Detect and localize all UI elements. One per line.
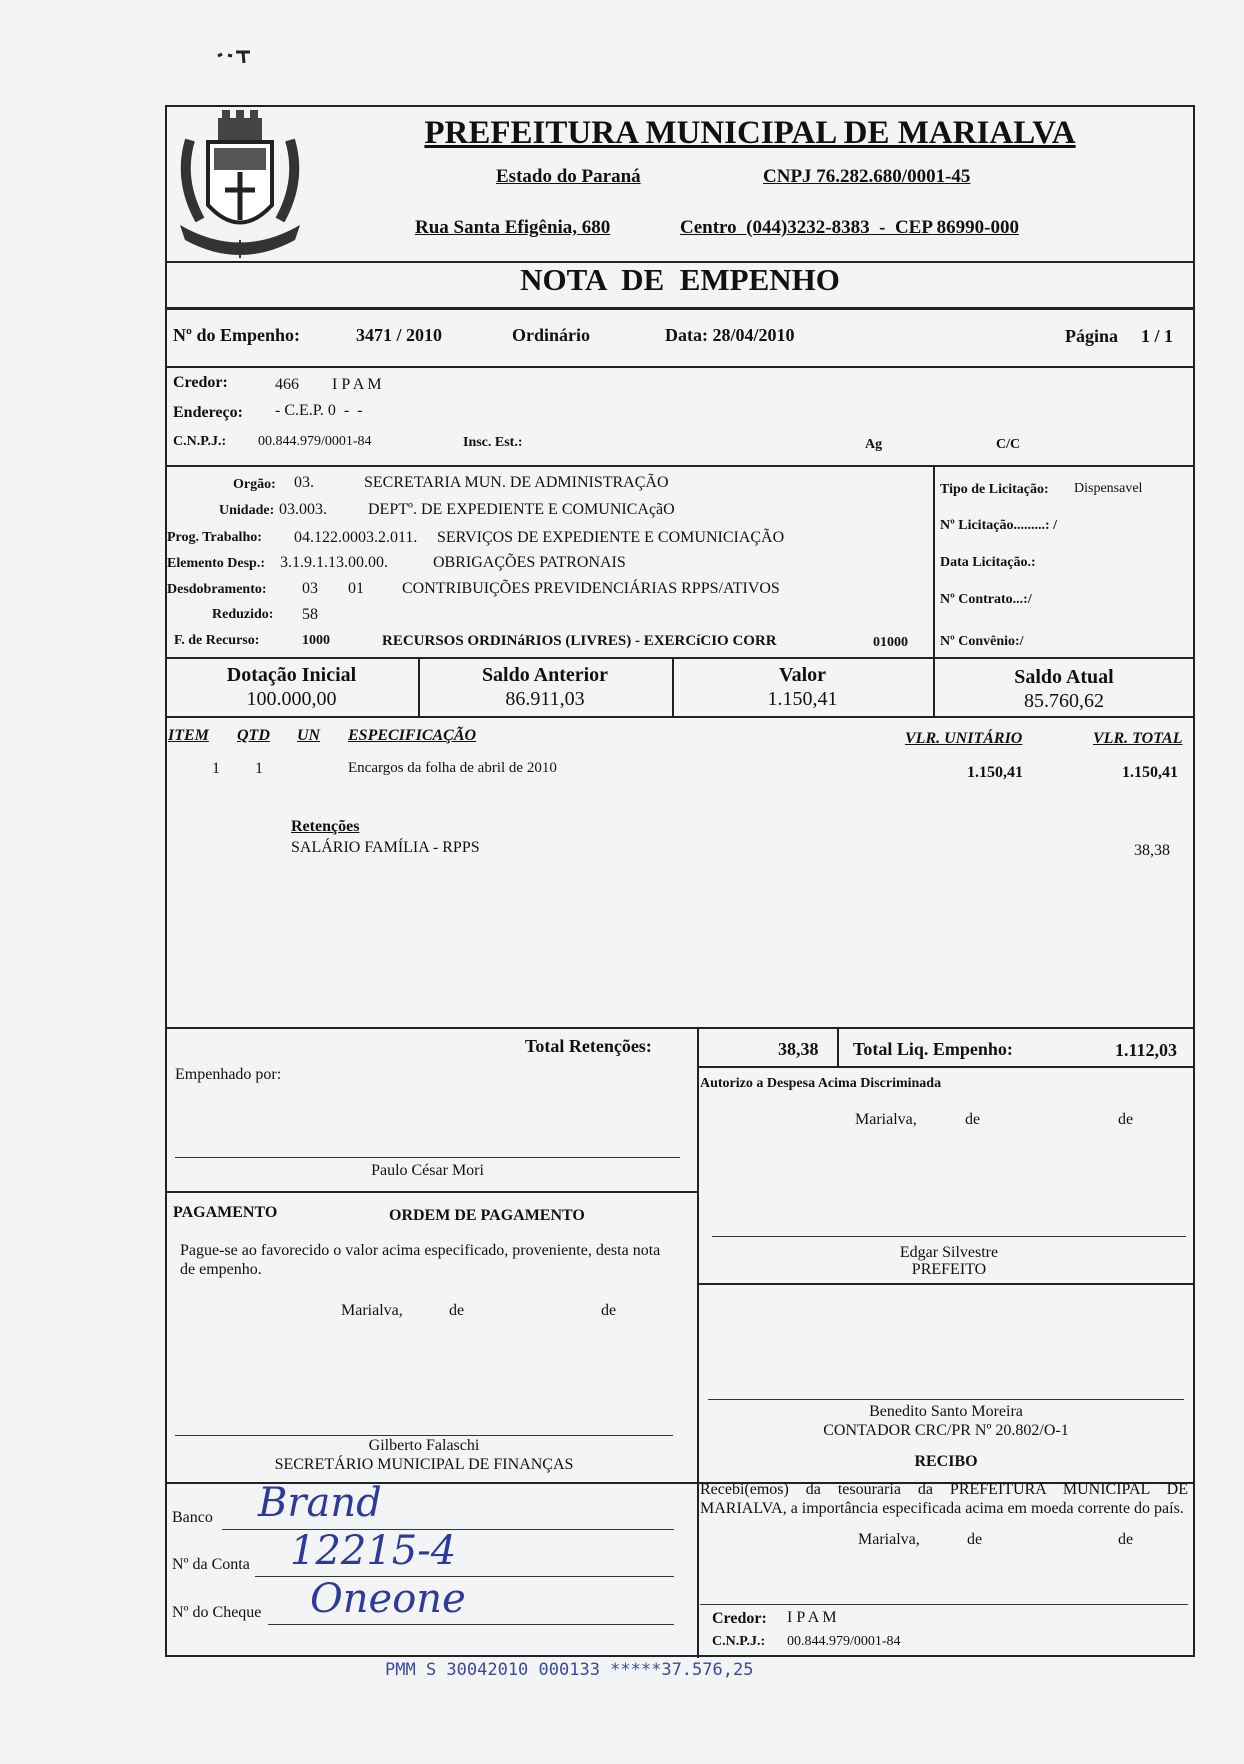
item-qtd: 1: [255, 760, 263, 777]
total-retencoes-label: Total Retenções:: [525, 1036, 652, 1056]
pagamento-de2: de: [601, 1302, 617, 1319]
divider: [165, 716, 1195, 718]
signature-line: [175, 1435, 673, 1436]
recurso-code: 1000: [302, 633, 330, 648]
org-address: Rua Santa Efigênia, 680: [415, 217, 611, 238]
valor-label: Valor: [778, 664, 827, 686]
org-title: PREFEITURA MUNICIPAL DE MARIALVA: [424, 115, 1076, 151]
recibo-cnpj: 00.844.979/0001-84: [787, 1634, 901, 1649]
prog-label: Prog. Trabalho:: [167, 530, 262, 545]
ag-label: Ag: [865, 437, 883, 452]
cnpj-label: C.N.P.J.:: [173, 434, 227, 449]
orgao-value: SECRETARIA MUN. DE ADMINISTRAÇÃO: [364, 474, 669, 491]
scan-mark: [216, 46, 256, 62]
contador-name: Benedito Santo Moreira: [869, 1403, 1023, 1420]
recibo-text: Recebi(emos) da tesouraria da PREFEITURA MUNICIPAL DE MARIALVA, a importância especificada acima em moeda corrente do país.: [700, 1481, 1188, 1517]
divider: [837, 1027, 839, 1067]
recurso-label: F. de Recurso:: [174, 633, 260, 648]
saldo-atual-label: Saldo Atual: [1014, 666, 1114, 688]
total-retencoes-value: 38,38: [778, 1039, 819, 1059]
col-item: ITEM: [168, 727, 209, 744]
doc-title: NOTA DE EMPENHO: [520, 262, 840, 297]
recibo-credor-label: Credor:: [712, 1610, 767, 1627]
col-vlr-unitario: VLR. UNITÁRIO: [905, 730, 1023, 747]
divider: [697, 1066, 1195, 1068]
elemento-value: OBRIGAÇÕES PATRONAIS: [433, 554, 626, 571]
secretario-role: SECRETÁRIO MUNICIPAL DE FINANÇAS: [274, 1456, 574, 1473]
signature-line: [700, 1604, 1188, 1605]
empenho-number: 3471 / 2010: [356, 325, 443, 345]
cheque-label: Nº do Cheque: [172, 1604, 262, 1621]
empenhado-label: Empenhado por:: [175, 1066, 282, 1083]
elemento-code: 3.1.9.1.13.00.00.: [280, 554, 388, 571]
cheque-line: [268, 1624, 674, 1625]
cc-label: C/C: [996, 437, 1021, 452]
pagamento-text: Pague-se ao favorecido o valor acima especificado, proveniente, desta nota de empenho.: [180, 1242, 661, 1278]
licitacao-tipo: Dispensavel: [1074, 481, 1143, 496]
desdobramento-label: Desdobramento:: [167, 582, 267, 597]
valor-value: 1.150,41: [767, 688, 838, 710]
contrato-numero: Nº Contrato...:/: [940, 592, 1032, 607]
col-qtd: QTD: [237, 727, 270, 744]
divider: [933, 465, 935, 657]
org-cnpj: CNPJ 76.282.680/0001-45: [763, 166, 971, 187]
total-liquido-value: 1.112,03: [1115, 1040, 1178, 1060]
retencoes-value: 38,38: [1134, 842, 1170, 859]
empenho-number-label: Nº do Empenho:: [173, 325, 300, 345]
col-un: UN: [297, 727, 321, 744]
item-number: 1: [212, 760, 220, 777]
insc-label: Insc. Est.:: [463, 435, 523, 450]
page-label: Página: [1065, 326, 1119, 346]
retencoes-description: SALÁRIO FAMÍLIA - RPPS: [291, 839, 480, 856]
col-vlr-total: VLR. TOTAL: [1093, 730, 1183, 747]
prefeito-name: Edgar Silvestre: [899, 1244, 999, 1261]
unidade-code: 03.003.: [279, 501, 327, 518]
signature-line: [712, 1236, 1186, 1237]
pagamento-de1: de: [449, 1302, 465, 1319]
ordem-pagamento-title: ORDEM DE PAGAMENTO: [389, 1207, 585, 1224]
reduzido-value: 58: [302, 606, 318, 623]
item-unit-value: 1.150,41: [967, 764, 1023, 781]
credor-label: Credor:: [173, 374, 228, 391]
autorizo-de1: de: [965, 1111, 981, 1128]
autorizo-label: Autorizo a Despesa Acima Discriminada: [700, 1076, 942, 1091]
autorizo-de2: de: [1118, 1111, 1134, 1128]
signature-line: [708, 1399, 1184, 1400]
conta-handwriting: 12215-4: [290, 1528, 457, 1574]
autorizo-city: Marialva,: [855, 1111, 917, 1128]
empenhado-name: Paulo César Mori: [371, 1162, 484, 1179]
divider: [165, 1191, 697, 1193]
recibo-de1: de: [967, 1531, 983, 1548]
divider: [697, 1066, 699, 1658]
coat-of-arms-icon: [170, 110, 310, 260]
contador-role: CONTADOR CRC/PR Nº 20.802/O-1: [823, 1422, 1069, 1439]
recibo-cnpj-label: C.N.P.J.:: [712, 1634, 766, 1649]
divider: [165, 1027, 1195, 1029]
saldo-anterior-value: 86.911,03: [505, 688, 585, 710]
recurso-value: RECURSOS ORDINáRIOS (LIVRES) - EXERCíCIO CORR: [382, 633, 777, 649]
desdobramento-b: 01: [348, 580, 364, 597]
empenho-type: Ordinário: [512, 325, 591, 345]
divider: [165, 465, 1195, 467]
licitacao-data: Data Licitação.:: [940, 555, 1036, 570]
endereco-label: Endereço:: [173, 404, 243, 421]
divider: [697, 1283, 1195, 1285]
convenio-numero: Nº Convênio:/: [940, 634, 1024, 649]
orgao-label: Orgão:: [233, 477, 276, 492]
credor-name: I P A M: [332, 376, 382, 393]
cheque-handwriting: Oneone: [310, 1576, 466, 1622]
empenho-date: Data: 28/04/2010: [665, 325, 795, 345]
prog-value: SERVIÇOS DE EXPEDIENTE E COMUNICIAÇÃO: [437, 529, 785, 546]
col-especificacao: ESPECIFICAÇÃO: [348, 727, 477, 744]
desdobramento-a: 03: [302, 580, 318, 597]
recibo-title: RECIBO: [914, 1453, 978, 1470]
item-description: Encargos da folha de abril de 2010: [348, 760, 557, 776]
unidade-value: DEPTº. DE EXPEDIENTE E COMUNICAçãO: [368, 501, 675, 518]
pagamento-city: Marialva,: [341, 1302, 403, 1319]
retencoes-label: Retenções: [291, 818, 360, 835]
divider: [697, 1027, 699, 1067]
cnpj-value: 00.844.979/0001-84: [258, 434, 372, 449]
licitacao-numero: Nº Licitação.........: /: [940, 518, 1057, 533]
pagamento-label: PAGAMENTO: [173, 1204, 278, 1221]
credor-code: 466: [275, 376, 299, 393]
conta-label: Nº da Conta: [172, 1556, 250, 1573]
endereco-value: - C.E.P. 0 - -: [275, 402, 363, 419]
licitacao-tipo-label: Tipo de Licitação:: [940, 482, 1049, 497]
recibo-credor: I P A M: [787, 1609, 837, 1626]
divider: [165, 657, 1195, 659]
reduzido-label: Reduzido:: [212, 607, 274, 622]
recibo-city: Marialva,: [858, 1531, 920, 1548]
signature-line: [175, 1157, 680, 1158]
orgao-code: 03.: [294, 474, 314, 491]
secretario-name: Gilberto Falaschi: [368, 1437, 480, 1454]
divider: [165, 307, 1195, 310]
saldo-atual-value: 85.760,62: [1024, 690, 1104, 712]
banco-handwriting: Brand: [258, 1480, 382, 1526]
recurso-code-2: 01000: [873, 635, 908, 650]
org-contact: Centro (044)3232-8383 - CEP 86990-000: [680, 217, 1019, 238]
page-number: 1 / 1: [1141, 326, 1174, 346]
unidade-label: Unidade:: [219, 503, 275, 518]
elemento-label: Elemento Desp.:: [167, 556, 265, 571]
prefeito-role: PREFEITO: [911, 1261, 987, 1278]
dotacao-label: Dotação Inicial: [226, 664, 357, 686]
recibo-de2: de: [1118, 1531, 1134, 1548]
item-total-value: 1.150,41: [1122, 764, 1178, 781]
divider: [165, 366, 1195, 368]
org-state: Estado do Paraná: [496, 166, 641, 187]
saldo-anterior-label: Saldo Anterior: [481, 664, 609, 686]
total-liquido-label: Total Liq. Empenho:: [853, 1039, 1013, 1059]
prog-code: 04.122.0003.2.011.: [294, 529, 418, 546]
banco-label: Banco: [172, 1509, 213, 1526]
print-stamp: PMM S 30042010 000133 *****37.576,25: [385, 1660, 754, 1680]
dotacao-value: 100.000,00: [246, 688, 337, 710]
desdobramento-value: CONTRIBUIÇÕES PREVIDENCIÁRIAS RPPS/ATIVOS: [402, 580, 780, 597]
